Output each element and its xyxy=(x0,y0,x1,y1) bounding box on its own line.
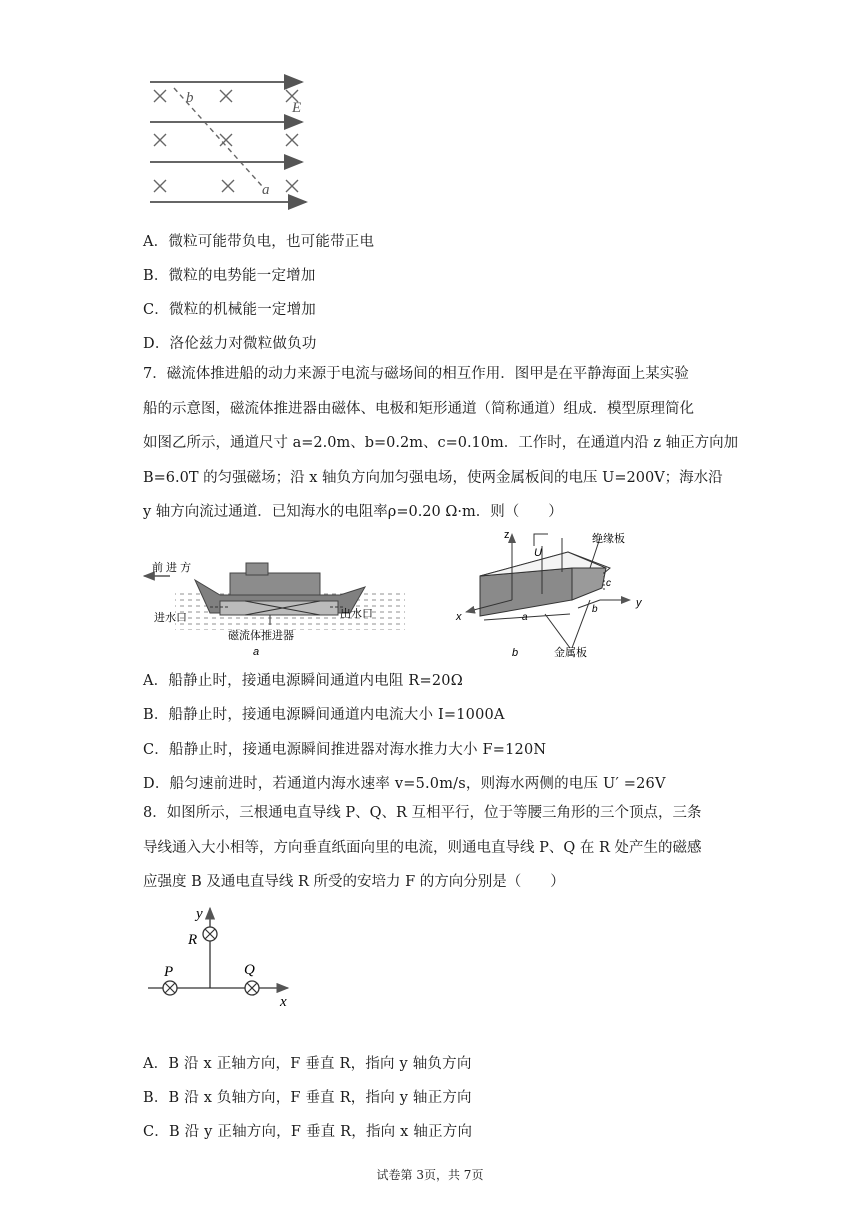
channel-label-metal: 金属板 xyxy=(554,647,587,659)
page-footer: 试卷第 3页，共 7页 xyxy=(376,1168,484,1182)
wires-diagram xyxy=(140,902,310,1012)
q7-line-1: 7．磁流体推进船的动力来源于电流与磁场间的相互作用．图甲是在平静海面上某实验 xyxy=(143,366,689,382)
q8-line-2: 导线通入大小相等，方向垂直纸面向里的电流，则通电直导线 P、Q 在 R 处产生的磁感 xyxy=(143,839,702,856)
ship-caption: a xyxy=(253,646,260,658)
q6-option-b: B．微粒的电势能一定增加 xyxy=(143,268,316,284)
ship-label-inlet: 进水口 xyxy=(154,612,187,624)
q7-stem xyxy=(143,357,739,530)
wires-label-Q: Q xyxy=(244,962,255,978)
channel-label-x: x xyxy=(456,611,462,623)
q7-option-a: A．船静止时，接通电源瞬间通道内电阻 R=20Ω xyxy=(143,673,463,689)
wires-label-y: y xyxy=(196,906,203,922)
ship-label-forward: 前 进 方 xyxy=(152,562,192,574)
q7-option-d: D．船匀速前进时，若通道内海水速率 v=5.0m/s，则海水两侧的电压 U′ =26V xyxy=(143,776,666,792)
wires-label-x: x xyxy=(280,994,287,1010)
q8-line-1: 8．如图所示，三根通电直导线 P、Q、R 互相平行，位于等腰三角形的三个顶点，三条 xyxy=(143,805,702,821)
q6-option-a: A．微粒可能带负电，也可能带正电 xyxy=(143,234,375,250)
ship-label-outlet: 出水口 xyxy=(340,608,373,620)
q7-option-c: C．船静止时，接通电源瞬间推进器对海水推力大小 F=120N xyxy=(143,742,547,758)
channel-label-z: z xyxy=(504,529,510,541)
field-diagram xyxy=(140,70,320,220)
ship-diagram xyxy=(140,555,410,665)
q7-option-b: B．船静止时，接通电源瞬间通道内电流大小 I=1000A xyxy=(143,707,505,723)
channel-caption: b xyxy=(512,647,519,659)
channel-label-y: y xyxy=(636,597,642,609)
field-label-E: E xyxy=(292,100,302,116)
wire-Q xyxy=(245,981,259,995)
q7-line-5: y 轴方向流过通道．已知海水的电阻率ρ=0.20 Ω·m．则（ ） xyxy=(143,504,563,520)
q8-line-3: 应强度 B 及通电直导线 R 所受的安培力 F 的方向分别是（ ） xyxy=(143,874,565,890)
wires-label-R: R xyxy=(188,932,198,948)
channel-label-insulating: 绝缘板 xyxy=(592,533,625,545)
q7-line-4: B=6.0T 的匀强磁场；沿 x 轴负方向加匀强电场，使两金属板间的电压 U=200V；海水沿 xyxy=(143,469,723,486)
field-label-a: a xyxy=(262,182,270,198)
channel-label-b: b xyxy=(592,604,598,615)
q6-option-c: C．微粒的机械能一定增加 xyxy=(143,302,316,318)
channel-label-c: c xyxy=(606,578,611,589)
q7-line-2: 船的示意图，磁流体推进器由磁体、电极和矩形通道（简称通道）组成．模型原理简化 xyxy=(143,400,694,417)
channel-diagram xyxy=(450,528,650,660)
channel-label-U: U xyxy=(534,547,542,559)
channel-label-a: a xyxy=(522,612,528,623)
q8-stem xyxy=(143,796,723,900)
q6-option-d: D．洛伦兹力对微粒做负功 xyxy=(143,336,317,352)
wire-P xyxy=(163,981,177,995)
q8-option-b: B．B 沿 x 负轴方向，F 垂直 R，指向 y 轴正方向 xyxy=(143,1090,472,1106)
wire-R xyxy=(203,927,217,941)
q7-line-3: 如图乙所示，通道尺寸 a=2.0m、b=0.2m、c=0.10m．工作时，在通道内沿 z 轴正方向加 xyxy=(143,435,739,451)
wires-label-P: P xyxy=(164,964,174,980)
field-label-b: b xyxy=(186,90,194,106)
ship-label-propeller: 磁流体推进器 xyxy=(228,630,294,642)
q8-option-c: C．B 沿 y 正轴方向，F 垂直 R，指向 x 轴正方向 xyxy=(143,1124,473,1140)
q8-option-a: A．B 沿 x 正轴方向，F 垂直 R，指向 y 轴负方向 xyxy=(143,1056,472,1072)
